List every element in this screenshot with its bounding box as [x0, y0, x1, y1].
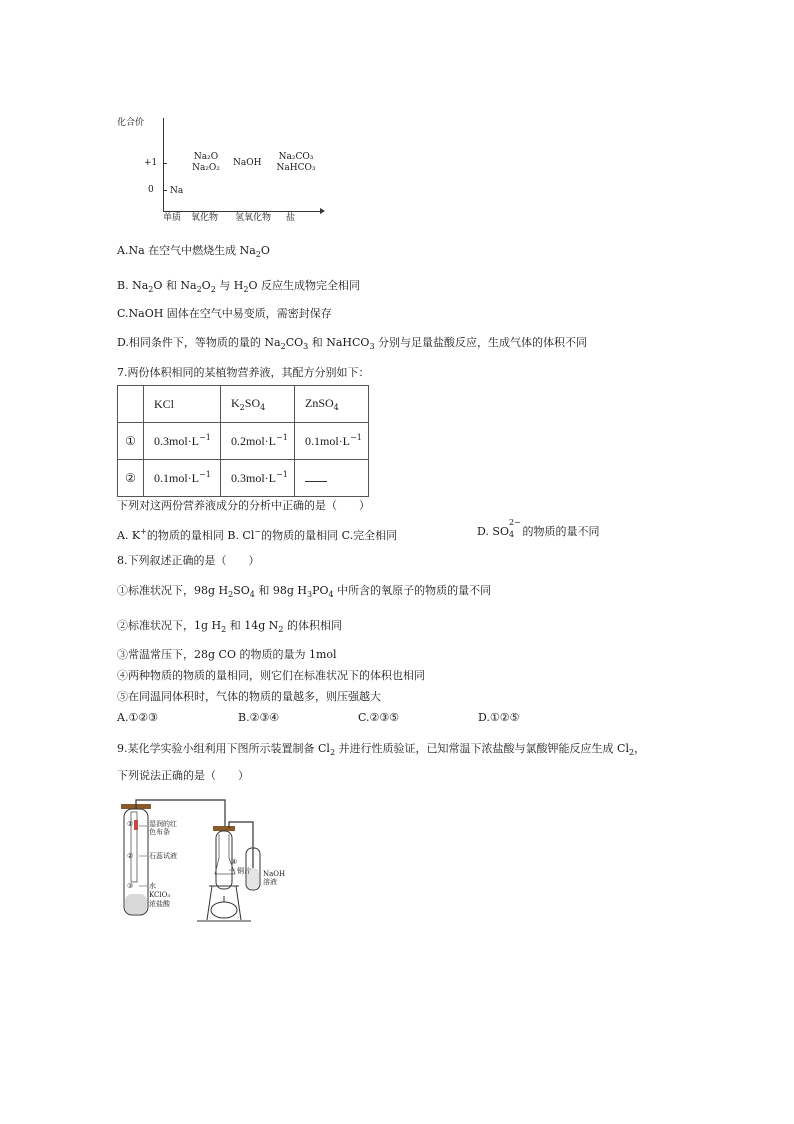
table-row — [118, 423, 369, 460]
x-axis-arrow — [320, 208, 325, 214]
q8-statement-5: ⑤在同温同体积时，气体的物质的量越多，则压强越大 — [117, 690, 381, 703]
q8-statement-1: ①标准状况下，98g $H_2SO_4$ 和 98g $H_3PO_4$ 中所含的氧原子的物质的量不同 — [117, 584, 492, 599]
q8-statement-3: ③常温常压下，28g CO 的物质的量为 1mol — [117, 648, 337, 661]
y-axis-title: 化合价 — [117, 118, 145, 128]
label-4: ④ — [231, 858, 238, 866]
q6-option-d: D.相同条件下，等物质的量的 $Na_2CO_3$ 和 NaHCO$_3$ 分别与足量盐酸反应，生成气体的体积不同 — [117, 336, 588, 351]
alcohol-lamp — [211, 902, 237, 918]
q8-option-d: D.①②⑤ — [478, 711, 520, 724]
header-kcl: KCl — [144, 386, 221, 423]
label-naoh: NaOH 溶液 — [263, 870, 286, 886]
label-3: ③ — [127, 882, 134, 890]
row2-znso4-blank — [295, 460, 369, 497]
q8-option-a: A.①②③ — [117, 711, 159, 724]
row1-label: ① — [118, 423, 144, 460]
entry-hydroxide-naoh: NaOH — [233, 158, 262, 168]
table-corner-cell — [118, 386, 144, 423]
y-axis-line — [163, 118, 164, 211]
entry-oxides — [189, 152, 223, 174]
q7-question: 下列对这两份营养液成分的分析中正确的是（ ） — [117, 499, 370, 512]
red-cloth-strip — [134, 820, 138, 830]
q7-option-b: B. Cl−的物质的量相同 — [227, 527, 339, 542]
q9-stem-line1: 9.某化学实验小组利用下图所示装置制备 $Cl_2$ 并进行性质验证，已知常温下浓盐酸与氯酸钾能反应生成 $Cl_2$， — [117, 742, 646, 757]
q6-option-b: B. $Na_2O$ 和 $Na_2O_2$ 与 $H_2O$ 反应生成物完全相同 — [117, 279, 360, 294]
row2-k2so4: $0.3mol\cdot L^{-1}$ — [221, 460, 295, 497]
label-1: ① — [127, 820, 134, 828]
header-znso4: ZnSO$_4$ — [295, 386, 369, 423]
q8-statement-4: ④两种物质的物质的量相同，则它们在标准状况下的体积也相同 — [117, 669, 425, 682]
entry-oxide-na2o2: Na₂O₂ — [192, 163, 220, 173]
label-hcl: 浓盐酸 — [149, 900, 170, 908]
table-row — [118, 460, 369, 497]
stopper-2 — [213, 826, 235, 831]
fill-in-blank — [305, 471, 327, 482]
x-category-hydroxide: 氢氧化物 — [235, 213, 272, 223]
row1-kcl: $0.3mol\cdot L^{-1}$ — [144, 423, 221, 460]
q8-stem: 8.下列叙述正确的是（ ） — [117, 554, 260, 567]
apparatus-drawing — [117, 798, 287, 924]
q6-option-a: A.Na 在空气中燃烧生成 $Na_2O$ — [117, 244, 270, 259]
entry-salt-na2co3: Na₂CO₃ — [278, 152, 314, 162]
entry-salt-nahco3: NaHCO₃ — [276, 163, 316, 173]
y-tick-zero — [163, 190, 167, 191]
row1-znso4: $0.1mol\cdot L^{-1}$ — [295, 423, 369, 460]
y-tick-label-zero: 0 — [148, 185, 154, 195]
tripod-leg-left — [207, 886, 212, 920]
q8-option-c: C.②③⑤ — [358, 711, 400, 724]
tripod-leg-right — [236, 886, 241, 920]
q6-option-c: C.NaOH 固体在空气中易变质，需密封保存 — [117, 307, 332, 320]
label-litmus: 石蕊试液 — [149, 852, 177, 860]
x-category-elemental: 单质 — [163, 213, 182, 223]
row2-label: ② — [118, 460, 144, 497]
x-category-salt: 盐 — [286, 213, 296, 223]
q7-option-a: A. K+的物质的量相同 — [117, 527, 224, 542]
label-2: ② — [127, 852, 134, 860]
entry-elemental-na: Na — [170, 186, 184, 196]
q7-options — [117, 524, 397, 544]
header-k2so4: $K_2SO_4$ — [221, 386, 295, 423]
q7-stem: 7.两份体积相同的某植物营养液，其配方分别如下： — [117, 366, 370, 379]
q7-option-c: C.完全相同 — [341, 529, 398, 542]
y-tick-plus1 — [163, 163, 167, 164]
q7-option-d: D. SO 2− 4 的物质的量不同 — [477, 518, 600, 539]
y-tick-label-plus1: +1 — [144, 158, 158, 168]
valence-chart — [117, 112, 327, 224]
nutrient-table — [117, 385, 369, 497]
x-category-oxide: 氧化物 — [191, 213, 219, 223]
apparatus-diagram — [117, 798, 287, 924]
label-kclo3: KClO₃ — [149, 891, 171, 899]
row2-kcl: $0.1mol\cdot L^{-1}$ — [144, 460, 221, 497]
entry-oxide-na2o: Na₂O — [193, 152, 219, 162]
q8-option-b: B.②③④ — [238, 711, 280, 724]
label-red-cloth: 湿润的红 色布条 — [149, 820, 177, 836]
entry-salts — [275, 152, 317, 174]
q9-stem-line2: 下列说法正确的是（ ） — [117, 769, 249, 782]
q8-statement-2: ②标准状况下，1g $H_2$ 和 14g $N_2$ 的体积相同 — [117, 619, 342, 634]
x-axis-line — [163, 211, 323, 212]
row1-k2so4: $0.2mol\cdot L^{-1}$ — [221, 423, 295, 460]
label-copper: 铜片 — [237, 867, 251, 875]
tube-1-liquid — [125, 894, 147, 914]
label-water: 水 — [149, 882, 156, 890]
table-header-row — [118, 386, 369, 423]
